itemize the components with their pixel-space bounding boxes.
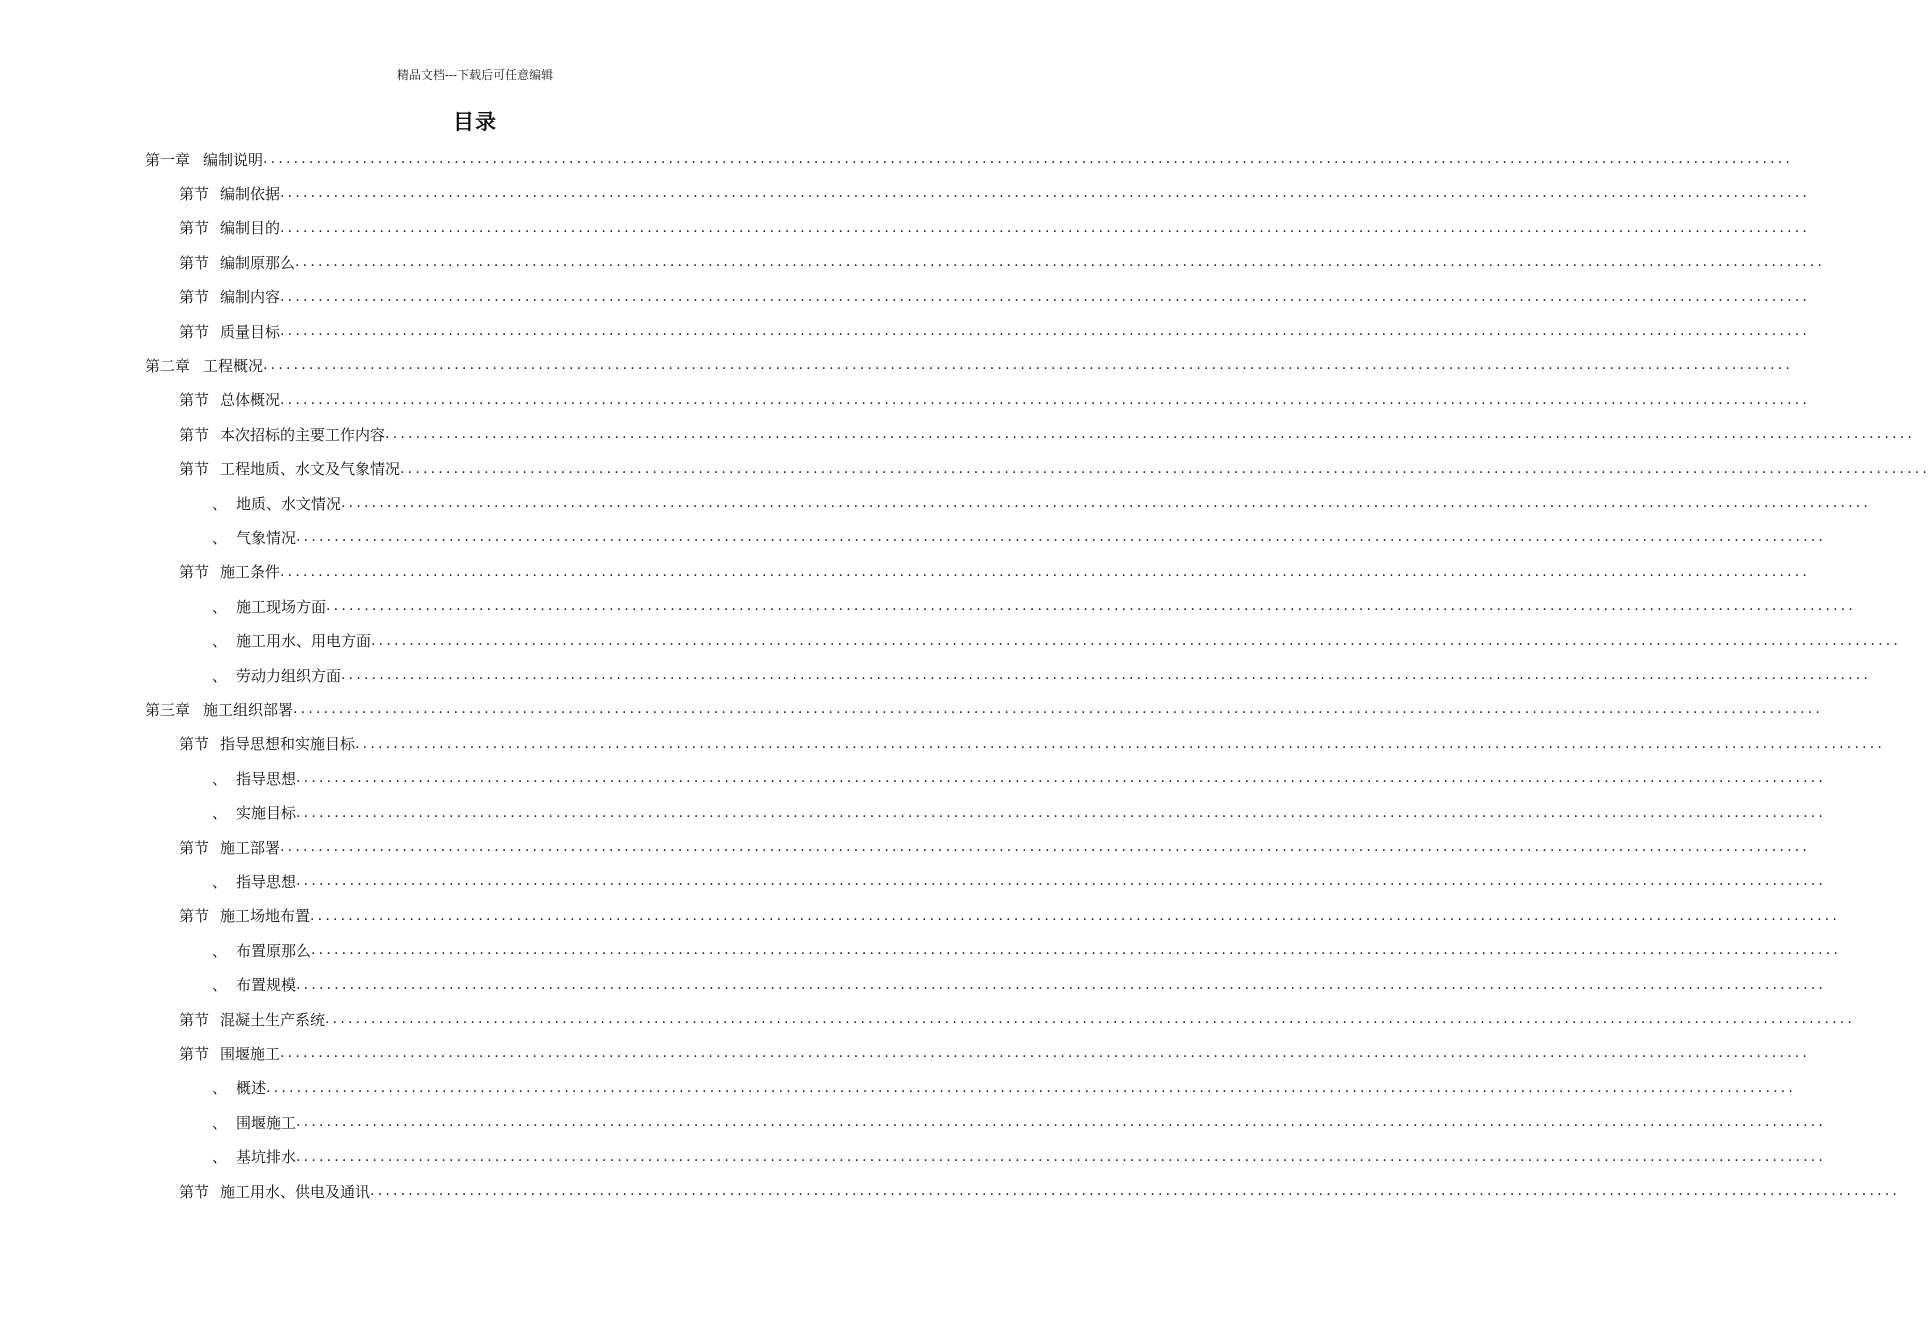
toc-entry[interactable]: [212, 520, 1827, 554]
toc-title: 目录: [453, 109, 497, 134]
toc-entry-number: 、: [212, 941, 228, 960]
toc-dot-leader: ........................................................................................................................................................................................................: [296, 804, 1827, 821]
toc-dot-leader: ........................................................................................................................................................................................................: [280, 1045, 1811, 1062]
toc-entry-title: 布置规模: [236, 976, 297, 995]
toc-entry[interactable]: [179, 383, 1811, 417]
toc-entry[interactable]: [179, 280, 1811, 314]
toc-dot-leader: ........................................................................................................................................................................................................: [311, 942, 1842, 959]
toc-entry-number: 第一章: [145, 150, 191, 169]
toc-dot-leader: ........................................................................................................................................................................................................: [295, 254, 1826, 271]
toc-entry-number: 第节: [179, 425, 210, 444]
toc-entry[interactable]: [179, 1174, 1901, 1208]
toc-entry-title: 编制内容: [220, 288, 281, 307]
toc-entry-number: 第节: [179, 184, 210, 203]
toc-entry-title: 总体概况: [220, 391, 281, 410]
toc-entry[interactable]: [179, 727, 1886, 761]
toc-entry[interactable]: [145, 142, 1794, 176]
toc-dot-leader: ........................................................................................................................................................................................................: [341, 667, 1872, 683]
toc-entry[interactable]: [212, 933, 1842, 967]
toc-dot-leader: ........................................................................................................................................................................................................: [280, 563, 1811, 580]
toc-entry[interactable]: [179, 830, 1811, 864]
toc-entry-title: 施工用水、用电方面: [236, 632, 372, 651]
toc-entry-number: 、: [212, 597, 228, 616]
toc-entry-number: 第节: [179, 1010, 210, 1029]
toc-entry-title: 工程地质、水文及气象情况: [220, 460, 401, 479]
toc-entry[interactable]: [212, 589, 1857, 623]
toc-entry[interactable]: [212, 796, 1827, 830]
toc-entry-number: 第节: [179, 1182, 210, 1201]
toc-entry[interactable]: [212, 761, 1827, 795]
toc-dot-leader: ........................................................................................................................................................................................................: [341, 495, 1872, 511]
toc-entry-number: 、: [212, 632, 228, 651]
toc-entry-title: 施工场地布置: [220, 907, 311, 926]
toc-dot-leader: ........................................................................................................................................................................................................: [280, 391, 1811, 408]
toc-entry-title: 工程概况: [203, 356, 264, 375]
toc-entry[interactable]: [179, 555, 1811, 589]
toc-entry-number: 、: [212, 804, 228, 823]
toc-entry-title: 指导思想: [236, 872, 297, 891]
toc-dot-leader: ........................................................................................................................................................................................................: [371, 632, 1902, 649]
toc-entry[interactable]: [179, 1002, 1856, 1036]
toc-entry-title: 气象情况: [236, 528, 297, 547]
toc-entry[interactable]: [179, 314, 1811, 348]
toc-entry[interactable]: [212, 658, 1872, 692]
toc-entry-title: 指导思想: [236, 769, 297, 788]
toc-entry[interactable]: [212, 968, 1827, 1002]
toc-dot-leader: ........................................................................................................................................................................................................: [280, 219, 1811, 236]
toc-entry-title: 编制目的: [220, 219, 281, 238]
toc-entry-number: 、: [212, 976, 228, 995]
toc-entry[interactable]: [212, 1140, 1827, 1174]
toc-dot-leader: ........................................................................................................................................................................................................: [355, 735, 1886, 752]
toc-entry-number: 、: [212, 1079, 228, 1098]
toc-entry[interactable]: [179, 176, 1811, 210]
toc-entry-number: 第节: [179, 838, 210, 857]
toc-dot-leader: ........................................................................................................................................................................................................: [263, 151, 1794, 167]
toc-dot-leader: ........................................................................................................................................................................................................: [296, 1114, 1827, 1131]
toc-dot-leader: ........................................................................................................................................................................................................: [400, 460, 1930, 477]
toc-entry[interactable]: [179, 417, 1916, 451]
toc-dot-leader: ........................................................................................................................................................................................................: [280, 323, 1811, 339]
toc-entry-number: 、: [212, 494, 228, 513]
toc-dot-leader: ........................................................................................................................................................................................................: [266, 1079, 1797, 1096]
toc-entry-title: 编制原那么: [220, 253, 296, 272]
toc-entry-title: 实施目标: [236, 804, 297, 823]
toc-entry-title: 混凝土生产系统: [220, 1010, 326, 1029]
toc-entry-title: 施工条件: [220, 563, 281, 582]
toc-entry-title: 概述: [236, 1079, 267, 1098]
toc-entry-number: 第节: [179, 253, 210, 272]
toc-entry-number: 第节: [179, 219, 210, 238]
toc-dot-leader: ........................................................................................................................................................................................................: [280, 185, 1811, 202]
toc-entry[interactable]: [212, 624, 1902, 658]
toc-entry-number: 、: [212, 1148, 228, 1167]
toc-entry-title: 施工现场方面: [236, 597, 327, 616]
toc-entry-number: 第节: [179, 907, 210, 926]
toc-entry-number: 第节: [179, 288, 210, 307]
toc-entry-number: 第二章: [145, 356, 191, 375]
toc-entry-title: 编制依据: [220, 184, 281, 203]
toc-dot-leader: ........................................................................................................................................................................................................: [385, 426, 1916, 443]
toc-entry[interactable]: [212, 486, 1872, 520]
toc-dot-leader: ........................................................................................................................................................................................................: [263, 357, 1794, 374]
toc-entry-title: 施工组织部署: [203, 700, 294, 719]
toc-entry[interactable]: [179, 245, 1826, 279]
toc-entry-number: 、: [212, 1113, 228, 1132]
toc-entry[interactable]: [145, 348, 1794, 382]
toc-entry[interactable]: [179, 899, 1841, 933]
toc-entry-number: 第三章: [145, 700, 191, 719]
toc-entry[interactable]: [212, 1071, 1797, 1105]
toc-dot-leader: ........................................................................................................................................................................................................: [326, 598, 1857, 615]
toc-entry-number: 、: [212, 872, 228, 891]
toc-entry-number: 第节: [179, 563, 210, 582]
toc-entry[interactable]: [212, 1105, 1827, 1139]
toc-entry-title: 劳动力组织方面: [236, 666, 342, 685]
toc-entry-title: 施工用水、供电及通讯: [220, 1182, 371, 1201]
toc-entry-number: 第节: [179, 1044, 210, 1063]
toc-dot-leader: ........................................................................................................................................................................................................: [293, 701, 1824, 718]
toc-entry-title: 地质、水文情况: [236, 494, 342, 513]
toc-entry-number: 、: [212, 666, 228, 685]
toc-entry-number: 第节: [179, 735, 210, 754]
toc-dot-leader: ........................................................................................................................................................................................................: [296, 529, 1827, 546]
toc-dot-leader: ........................................................................................................................................................................................................: [296, 1148, 1827, 1165]
toc-entry-number: 第节: [179, 322, 210, 341]
toc-dot-leader: ........................................................................................................................................................................................................: [325, 1011, 1856, 1027]
toc-dot-leader: ........................................................................................................................................................................................................: [370, 1183, 1901, 1199]
toc-entry-number: 第节: [179, 391, 210, 410]
toc-dot-leader: ........................................................................................................................................................................................................: [310, 907, 1841, 924]
toc-entry[interactable]: [145, 692, 1824, 726]
toc-dot-leader: ........................................................................................................................................................................................................: [280, 839, 1811, 855]
toc-entry[interactable]: [179, 452, 1930, 486]
toc-entry-title: 编制说明: [203, 150, 264, 169]
toc-dot-leader: ........................................................................................................................................................................................................: [296, 873, 1827, 890]
toc-dot-leader: ........................................................................................................................................................................................................: [296, 976, 1827, 993]
toc-entry[interactable]: [179, 211, 1811, 245]
toc-entry-number: 、: [212, 528, 228, 547]
toc-entry-title: 围堰施工: [220, 1044, 281, 1063]
toc-entry-title: 本次招标的主要工作内容: [220, 425, 386, 444]
toc-dot-leader: ........................................................................................................................................................................................................: [280, 288, 1811, 305]
toc-entry[interactable]: [212, 864, 1827, 898]
toc-entry-title: 指导思想和实施目标: [220, 735, 356, 754]
toc-entry-title: 施工部署: [220, 838, 281, 857]
toc-dot-leader: ........................................................................................................................................................................................................: [296, 770, 1827, 787]
page-header: 精品文档---下载后可任意编辑: [396, 68, 554, 82]
toc-entry-number: 、: [212, 769, 228, 788]
toc-entry-number: 第节: [179, 460, 210, 479]
toc-entry-title: 质量目标: [220, 322, 281, 341]
toc-entry[interactable]: [179, 1036, 1811, 1070]
toc-entry-title: 围堰施工: [236, 1113, 297, 1132]
toc-entry-title: 基坑排水: [236, 1148, 297, 1167]
toc-entry-title: 布置原那么: [236, 941, 312, 960]
